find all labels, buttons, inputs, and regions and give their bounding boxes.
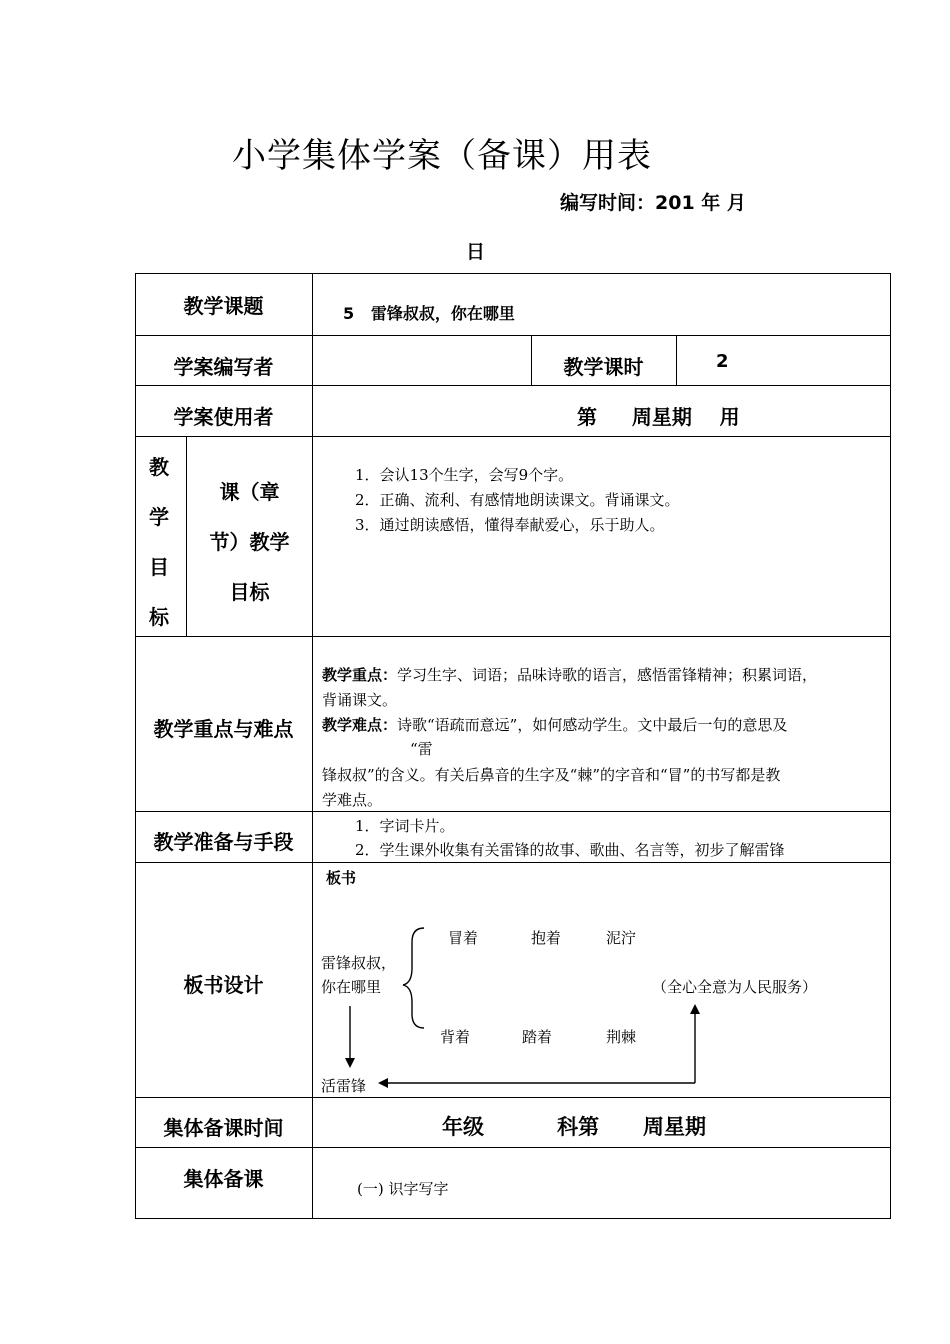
key-label: 教学重点与难点 — [153, 717, 294, 741]
board-word: 踏着 — [522, 1028, 553, 1046]
goal-outer-char: 学 — [149, 505, 169, 529]
board-heading: 板书 — [326, 869, 357, 887]
prep-item: 1．字词卡片。 — [355, 817, 455, 835]
board-word: 泥泞 — [606, 929, 637, 947]
hours-value: 2 — [716, 351, 729, 372]
goal-item: 3．通过朗读感悟，懂得奉献爱心，乐于助人。 — [355, 516, 665, 534]
author-label: 学案编写者 — [173, 355, 274, 379]
date-line: 编写时间：201 年 月 — [560, 192, 746, 214]
goal-outer-char: 教 — [149, 455, 169, 479]
board-label: 板书设计 — [183, 973, 264, 997]
goal-item: 1．会认13个生字，会写9个字。 — [355, 466, 574, 484]
goal-outer-char: 标 — [149, 605, 169, 629]
board-note: （全心全意为人民服务） — [652, 978, 818, 996]
collective-label: 集体备课 — [183, 1167, 264, 1191]
goal-inner-label: 节）教学 — [209, 530, 290, 554]
board-word: 抱着 — [531, 929, 562, 947]
page-title: 小学集体学案（备课）用表 — [232, 136, 652, 176]
difficulty-text: 学难点。 — [322, 791, 383, 809]
arrow-down-head — [345, 1058, 355, 1068]
user-value: 第 周星期 用 — [577, 405, 740, 429]
brace-shape — [403, 928, 424, 1028]
arrow-up-head — [690, 1004, 700, 1014]
key-points-title: 教学重点： — [322, 666, 398, 684]
board-word: 冒着 — [448, 929, 479, 947]
difficulty-text: 锋叔叔”的含义。有关后鼻音的生字及“棘”的字音和“冒”的书写都是教 — [322, 766, 781, 784]
difficulty-text: 诗歌“语疏而意远”，如何感动学生。文中最后一句的意思及 — [397, 716, 788, 734]
prep-item: 2．学生课外收集有关雷锋的故事、歌曲、名言等，初步了解雷锋 — [355, 841, 785, 859]
board-left-line: 雷锋叔叔， — [321, 954, 397, 972]
key-points-text: 学习生字、词语；品味诗歌的语言，感悟雷锋精神；积累词语， — [397, 666, 818, 684]
collective-time-label: 集体备课时间 — [163, 1116, 284, 1140]
prep-label: 教学准备与手段 — [153, 830, 294, 854]
hours-label: 教学课时 — [563, 355, 644, 379]
collective-time-value: 年级 科第 周星期 — [442, 1115, 706, 1139]
topic-label: 教学课题 — [183, 294, 264, 318]
board-word: 荆棘 — [606, 1028, 637, 1046]
date-line-day: 日 — [466, 241, 486, 263]
difficulty-text: “雷 — [410, 740, 433, 758]
key-points-text: 背诵课文。 — [322, 691, 398, 709]
board-bottom-left: 活雷锋 — [321, 1077, 367, 1095]
goal-inner-label: 目标 — [229, 580, 270, 604]
goal-outer-char: 目 — [149, 555, 169, 579]
goal-item: 2．正确、流利、有感情地朗读课文。背诵课文。 — [355, 491, 680, 509]
collective-value: (一) 识字写字 — [357, 1180, 449, 1198]
goal-inner-label: 课（章 — [219, 480, 280, 504]
board-left-line: 你在哪里 — [321, 978, 382, 996]
user-label: 学案使用者 — [173, 405, 274, 429]
difficulty-title: 教学难点： — [322, 716, 398, 734]
board-word: 背着 — [440, 1028, 471, 1046]
arrow-left-head — [378, 1078, 388, 1088]
topic-value: 5 雷锋叔叔，你在哪里 — [343, 304, 515, 323]
